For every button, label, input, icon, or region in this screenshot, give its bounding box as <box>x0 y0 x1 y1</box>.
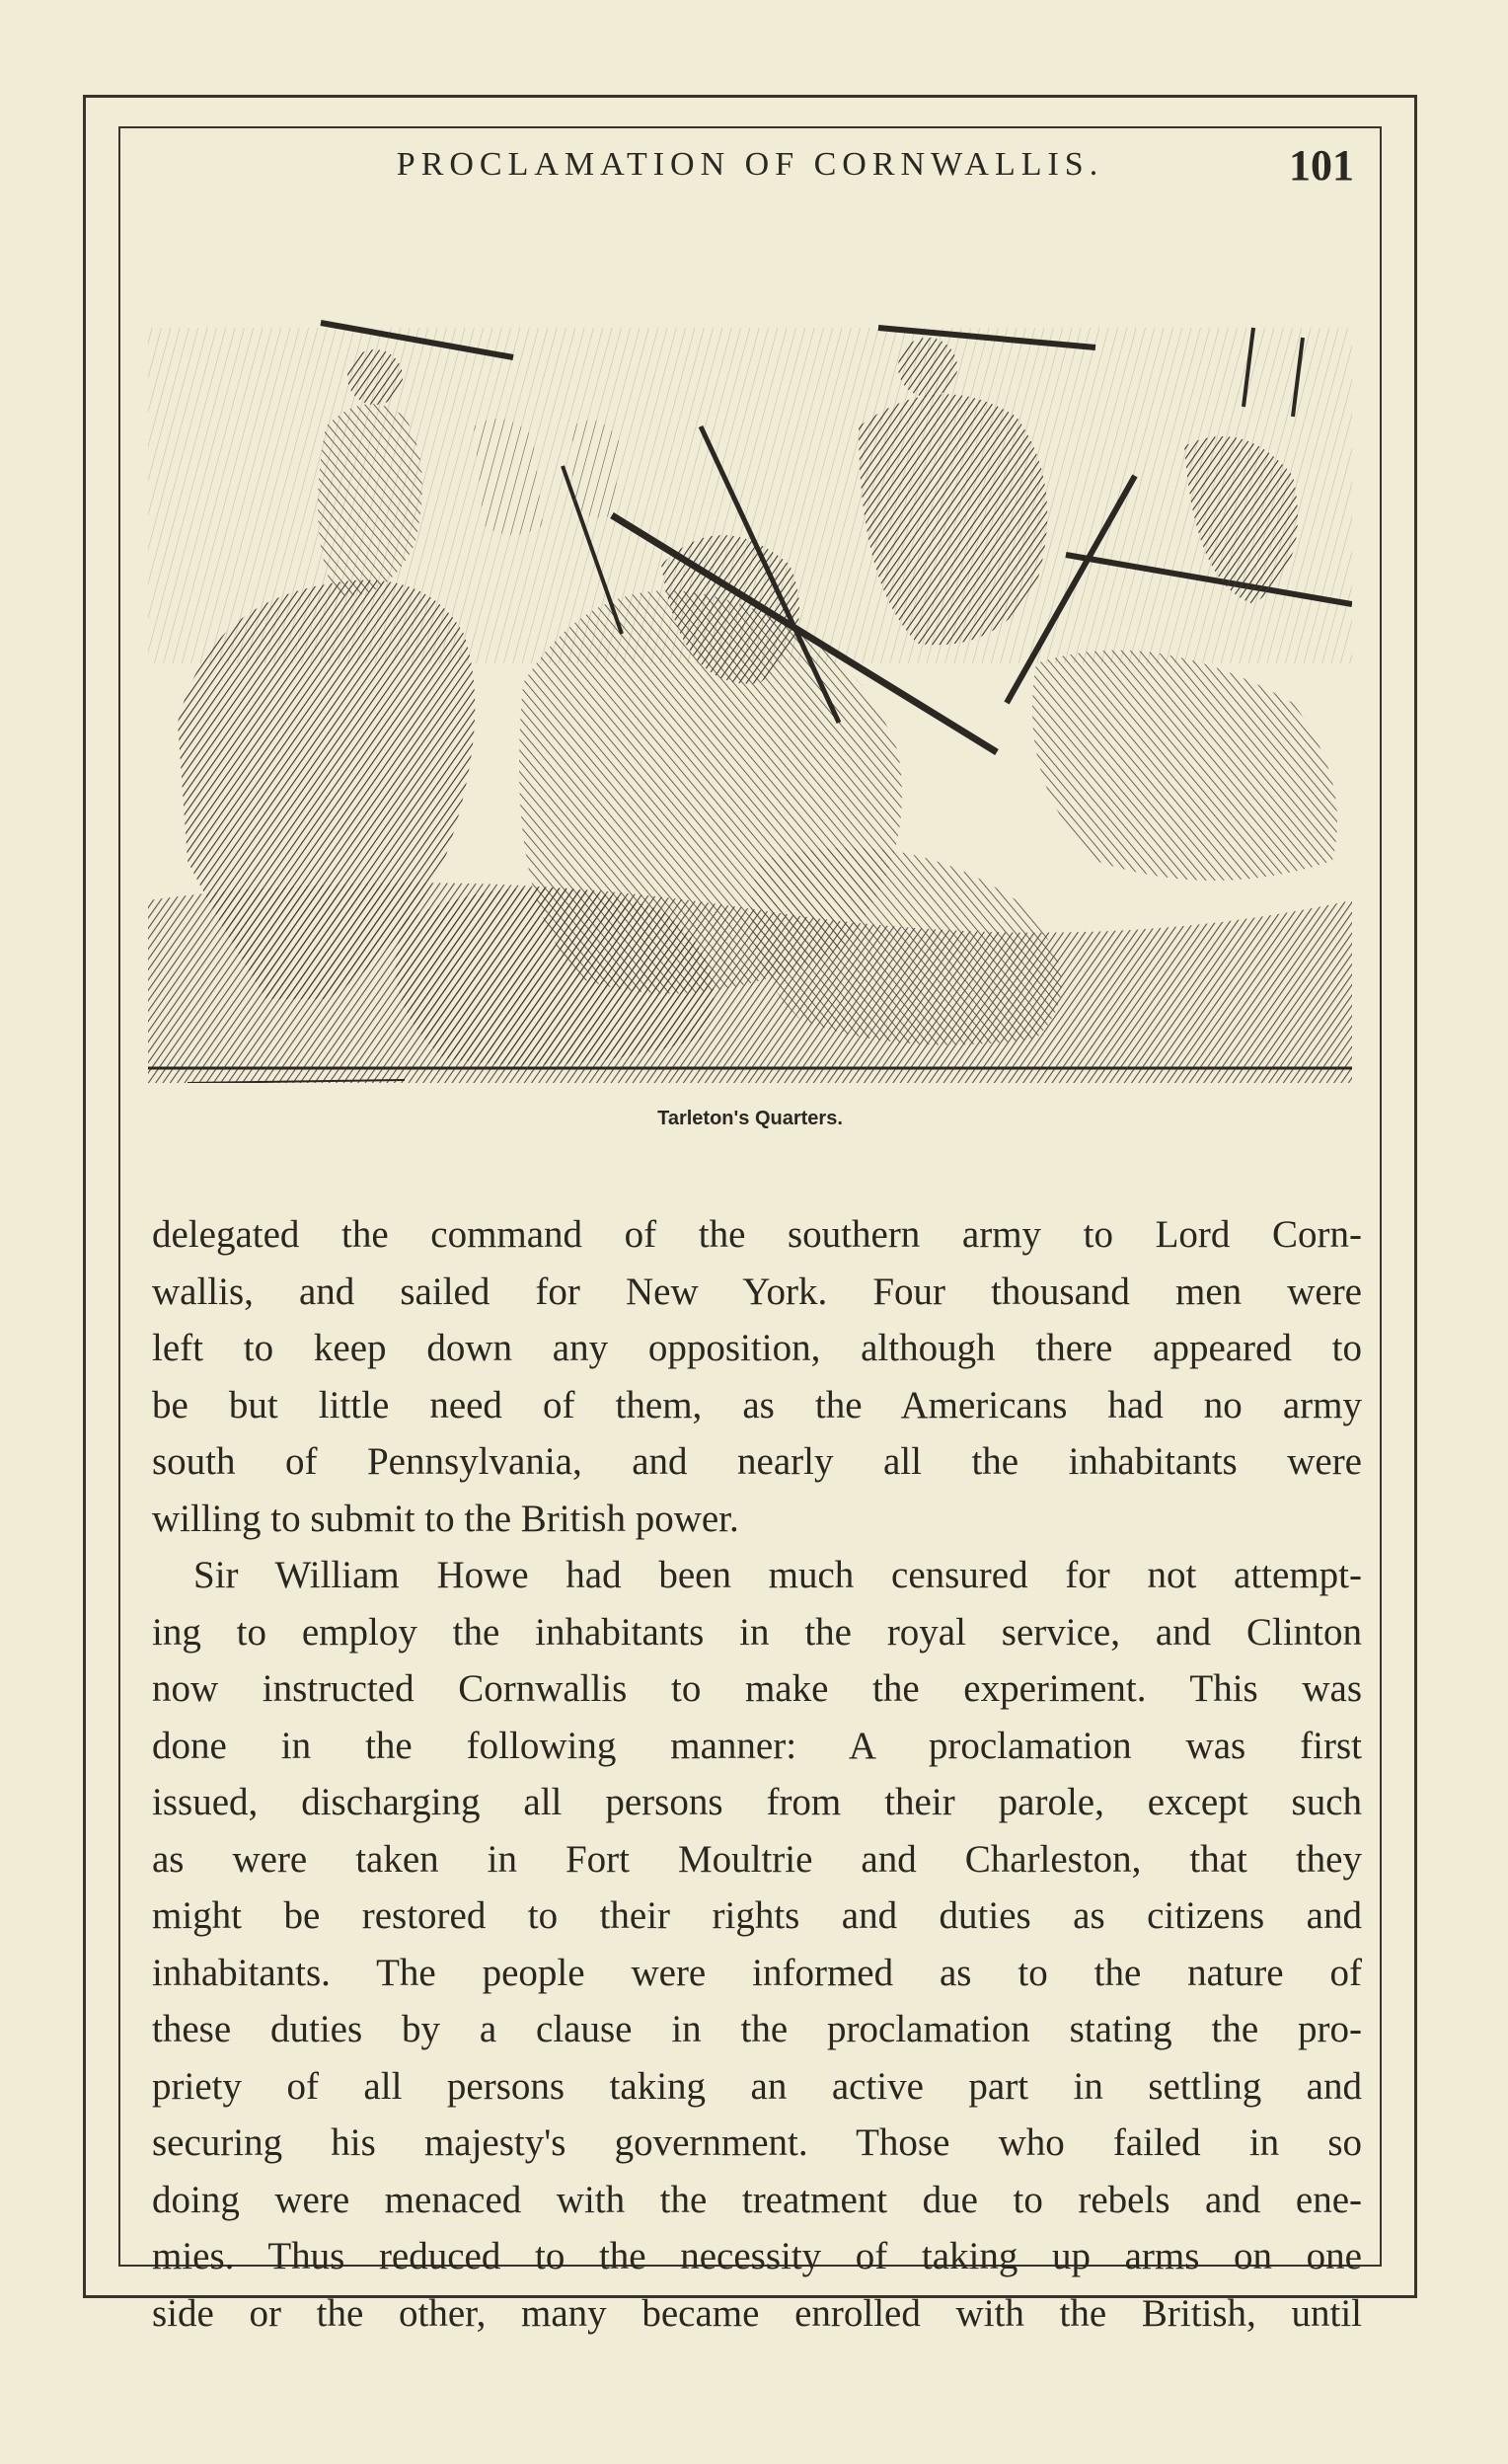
page-number: 101 <box>1289 141 1354 190</box>
text-line: issued, discharging all persons from their parole, except such <box>152 1781 1362 1823</box>
text-line: left to keep down any opposition, although there appeared to <box>152 1327 1362 1369</box>
text-line: wallis, and sailed for New York. Four thousand men were <box>152 1270 1362 1313</box>
text-line: might be restored to their rights and duties as citizens and <box>152 1894 1362 1937</box>
text-line: priety of all persons taking an active part in settling and <box>152 2064 1362 2108</box>
text-line: Sir William Howe had been much censured for not attempt- <box>193 1554 1362 1596</box>
text-line: delegated the command of the southern army to Lord Corn- <box>152 1213 1362 1256</box>
text-line: securing his majesty's government. Those who failed in so <box>152 2121 1362 2164</box>
running-head <box>118 140 1382 199</box>
text-line: doing were menaced with the treatment due to rebels and ene- <box>152 2178 1362 2221</box>
illustration-caption: Tarleton's Quarters. <box>657 1108 843 1129</box>
text-line: willing to submit to the British power. <box>152 1497 739 1540</box>
battle-engraving <box>148 308 1352 1083</box>
text-line: side or the other, many became enrolled with the British, until <box>152 2291 1362 2335</box>
text-line: be but little need of them, as the Americans had no army <box>152 1383 1362 1426</box>
text-line: mies. Thus reduced to the necessity of taking up arms on one <box>152 2235 1362 2277</box>
text-line: done in the following manner: A proclamation was first <box>152 1724 1362 1767</box>
text-line: south of Pennsylvania, and nearly all the inhabitants were <box>152 1440 1362 1483</box>
running-title: PROCLAMATION OF CORNWALLIS. <box>396 146 1104 183</box>
text-line: now instructed Cornwallis to make the experiment. This was <box>152 1667 1362 1710</box>
text-line: as were taken in Fort Moultrie and Charleston, that they <box>152 1837 1362 1881</box>
text-line: inhabitants. The people were informed as to the nature of <box>152 1951 1362 1994</box>
text-line: these duties by a clause in the proclamation stating the pro- <box>152 2008 1362 2050</box>
text-line: ing to employ the inhabitants in the royal service, and Clinton <box>152 1610 1362 1654</box>
body-text <box>152 1206 1362 2342</box>
